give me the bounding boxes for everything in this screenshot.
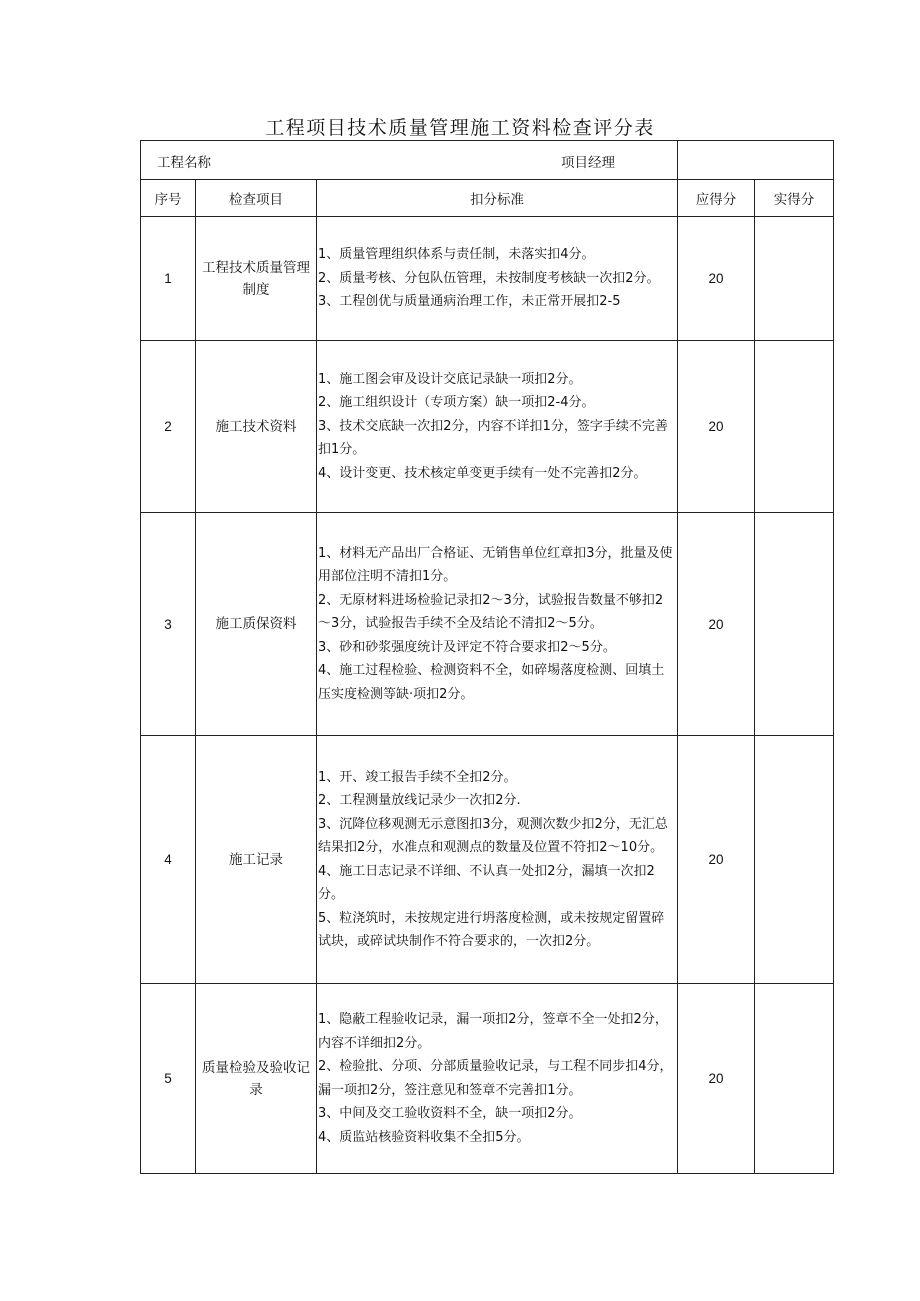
- check-item-label: 施工技术资料: [215, 418, 297, 435]
- check-item-label: 施工记录: [229, 851, 283, 868]
- header-row: [141, 180, 834, 217]
- check-item-cell: [196, 513, 317, 736]
- standard-line: 1、质量管理组织体系与责任制，未落实扣4分。: [318, 247, 595, 263]
- col-standard-header: 扣分标准: [317, 180, 678, 217]
- standard-line: 2、无原材料进场检验记录扣2～3分，试验报告数量不够扣2～3分，试验报告手续不全及结论不清扣2～5分。: [318, 592, 664, 632]
- info-row: [141, 141, 834, 180]
- standard-cell: [317, 984, 678, 1174]
- actual-score-cell[interactable]: [755, 217, 834, 341]
- actual-score-cell[interactable]: [755, 984, 834, 1174]
- seq-cell: 5: [141, 984, 196, 1174]
- page-title: 工程项目技术质量管理施工资料检查评分表: [265, 117, 655, 139]
- standard-line: 1、开、竣工报告手续不全扣2分。: [318, 769, 517, 785]
- seq-cell: 4: [141, 736, 196, 984]
- standard-line: 3、沉降位移观测无示意图扣3分，观测次数少扣2分，无汇总结果扣2分，水准点和观测点的数量及位置不符扣2～10分。: [318, 816, 668, 855]
- check-item-cell: [196, 984, 317, 1174]
- check-item-label: 工程技术质量管理制度: [202, 259, 310, 298]
- standard-cell: [317, 736, 678, 984]
- standard-line: 3、中间及交工验收资料不全，缺一项扣2分。: [318, 1106, 582, 1121]
- check-item-cell: [196, 217, 317, 341]
- due-score-cell: 20: [678, 984, 755, 1174]
- col-item-header: 检查项目: [196, 180, 317, 217]
- due-score-cell: 20: [678, 736, 755, 984]
- project-manager-value[interactable]: [678, 141, 834, 180]
- standard-line: 2、质量考核、分包队伍管理，未按制度考核缺一次扣2分。: [318, 270, 660, 286]
- project-info-cell: [141, 141, 678, 180]
- standard-line: 2、工程测量放线记录少一次扣2分.: [318, 793, 521, 808]
- standard-line: 3、砂和砂浆强度统计及评定不符合要求扣2～5分。: [318, 639, 616, 655]
- col-seq-header: 序号: [141, 180, 196, 217]
- table-row: [141, 341, 834, 513]
- col-due-header: 应得分: [678, 180, 755, 217]
- actual-score-cell[interactable]: [755, 513, 834, 736]
- check-item-label: 施工质保资料: [215, 616, 297, 632]
- standard-line: 4、设计变更、技术核定单变更手续有一处不完善扣2分。: [318, 465, 647, 481]
- standard-line: 1、材料无产品出厂合格证、无销售单位红章扣3分，批量及使用部位注明不清扣1分。: [318, 545, 673, 585]
- due-score-cell: 20: [678, 217, 755, 341]
- project-manager-label: 项目经理: [561, 155, 615, 171]
- check-item-cell: [196, 341, 317, 513]
- standard-cell: [317, 217, 678, 341]
- seq-cell: 1: [141, 217, 196, 341]
- standard-line: 3、技术交底缺一次扣2分，内容不详扣1分，签字手续不完善扣1分。: [318, 418, 668, 458]
- standard-cell: [317, 513, 678, 736]
- project-name-label: 工程名称: [157, 155, 211, 171]
- seq-cell: 2: [141, 341, 196, 513]
- standard-line: 2、检验批、分项、分部质量验收记录，与工程不同步扣4分，漏一项扣2分，签注意见和签章不完善扣1分。: [318, 1059, 673, 1098]
- actual-score-cell[interactable]: [755, 736, 834, 984]
- standard-line: 5、粒浇筑时，未按规定进行坍落度检测，或未按规定留置碎试块，或碎试块制作不符合要求的，一次扣2分。: [318, 910, 665, 949]
- standard-line: 2、施工组织设计（专项方案）缺一项扣2-4分。: [318, 395, 595, 411]
- actual-score-cell[interactable]: [755, 341, 834, 513]
- seq-cell: 3: [141, 513, 196, 736]
- table-row: [141, 984, 834, 1174]
- standard-cell: [317, 341, 678, 513]
- standard-line: 4、施工日志记录不详细、不认真一处扣2分，漏填一次扣2分。: [318, 863, 655, 902]
- standard-line: 4、质监站核验资料收集不全扣5分。: [318, 1129, 530, 1145]
- col-actual-header: 实得分: [755, 180, 834, 217]
- standard-line: 3、工程创优与质量通病治理工作，未正常开展扣2-5: [318, 294, 621, 310]
- standard-line: 4、施工过程检验、检测资料不全，如碎埸落度检测、回填土压实度检测等缺·项扣2分。: [318, 663, 665, 702]
- table-row: [141, 217, 834, 341]
- due-score-cell: 20: [678, 341, 755, 513]
- table-row: [141, 513, 834, 736]
- check-item-label: 质量检验及验收记录: [202, 1059, 310, 1098]
- standard-line: 1、施工图会审及设计交底记录缺一项扣2分。: [318, 371, 582, 387]
- score-table: [140, 140, 834, 1174]
- standard-line: 1、隐蔽工程验收记录，漏一项扣2分，签章不全一处扣2分，内容不详细扣2分。: [318, 1012, 668, 1051]
- due-score-cell: 20: [678, 513, 755, 736]
- check-item-cell: [196, 736, 317, 984]
- table-row: [141, 736, 834, 984]
